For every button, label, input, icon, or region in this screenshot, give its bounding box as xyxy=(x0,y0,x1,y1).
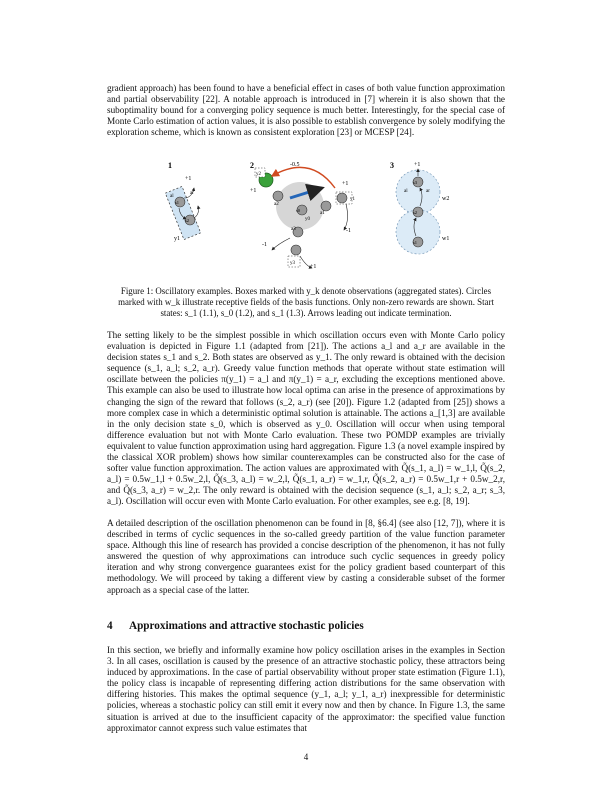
paragraph-section4: In this section, we briefly and informally examine how policy oscillation arises in the examples in Section 3. In all cases, oscillation is caused by the presence of an attractive stochastic policy, these attractors being induced by approximations. In the case of partial observability without proper state estimation (Figure 1.1), the policy class is incapable of representing differing action distributions for the same observation with differing histories. This makes the optimal sequence (y_1, a_l; y_1, a_r) inexpressible for deterministic policies, whereas a stochastic policy can still emit it every now and then by chance. In Figure 1.3, the same situation is arrived at due to the insufficient capacity of the approximator: the specified value function approximator cannot express such value estimates that xyxy=(107,645,505,733)
state-a1 xyxy=(321,201,331,211)
obs-y1-label: y1 xyxy=(174,236,180,242)
obs-y1-label: y1 xyxy=(350,197,355,202)
page-number: 4 xyxy=(303,752,309,762)
ar-label: ar xyxy=(426,189,430,194)
a3-label: a3 xyxy=(291,227,296,232)
reward-p1-bottom: +1 xyxy=(310,264,317,270)
state-s2-label: s2 xyxy=(185,218,190,223)
arrow-left-down xyxy=(272,238,290,250)
arrow-term xyxy=(194,206,199,218)
w2-label: w2 xyxy=(442,196,450,202)
act-l-label: al xyxy=(170,194,174,199)
s1-label: s1 xyxy=(413,240,418,245)
w1-label: w1 xyxy=(442,236,450,242)
reward-plus1: +1 xyxy=(414,162,421,168)
a2-label: a2 xyxy=(274,202,279,207)
figure-1 xyxy=(150,158,470,278)
state-right xyxy=(337,193,347,203)
arrow-right-down xyxy=(344,204,348,230)
act-r-label: ar xyxy=(190,191,194,196)
state-s1-label: s1 xyxy=(175,200,180,205)
obs-y0-label: y0 xyxy=(305,217,310,222)
paragraph-setting: The setting likely to be the simplest possible in which oscillation occurs even with Monte Carlo policy evaluation is depicted in Figure 1.1 (adapted from [21]). The actions a_l and a_r are available in the decision states s_1 and s_2. Both states are observed as y_1. The only reward is obtained with the decision sequence (s_1, a_l; s_2, a_r). Greedy value function methods that operate without state estimation will oscillate between the policies π(y_1) = a_l and π(y_1) = a_r, excluding the exceptions mentioned above. This example can also be used to illustrate how local optima can arise in the presence of approximations by changing the sign of the reward that follows (s_2, a_r) (see [20]). Figure 1.2 (adapted from [25]) shows a more complex case in which a deterministic optimal solution is attainable. The actions a_[1,3] are available in the only decision state s_0, which is observed as y_0. Oscillation will occur when using temporal difference evaluation but not with Monte Carlo evaluation. These two POMDP examples are trivially equivalent to value function approximation using hard aggregation. Figure 1.3 (a novel example inspired by the classical XOR problem) shows how similar counterexamples can be constructed also for the case of softer value function approximation. The action values are approximated with Q̃(s_1, a_l) = w_1,l, Q̃(s_2, a_l) = 0.5w_1,l + 0.5w_2,l, Q̃(s_3, a_l) = w_2,l, Q̃(s_1, a_r) = w_1,r, Q̃(s_2, a_r) = 0.5w_1,r + 0.5w_2,r, and Q̃(s_3, a_r) = w_2,r. The only reward is obtained with the decision sequence (s_1, a_l; s_2, a_r; s_3, a_l). Oscillation will occur even with Monte Carlo evaluation. For other examples, see e.g. [8, 19]. xyxy=(107,330,505,507)
reward-plus1: +1 xyxy=(185,176,192,182)
obs-y2-label: y2 xyxy=(256,172,261,177)
al-label: al xyxy=(404,189,408,194)
reward-m05: -0.5 xyxy=(290,162,300,168)
panel-2-label: 2 xyxy=(250,161,254,170)
state-bottom xyxy=(291,245,301,255)
paragraph-detailed: A detailed description of the oscillation phenomenon can be found in [8, §6.4] (see also [12, 7]), where it is described in terms of cyclic sequences in the so-called greedy partition of the value function parameter space. Although this line of research has provided a concise description of the phenomenon, it has not fully answered the question of why approximations can introduce such cyclic sequences in greedy policy iteration and why strong convergence guarantees exist for the policy gradient based counterpart of this methodology. We will proceed by taking a different view by casting a considerable subset of the former approach as a special case of the latter. xyxy=(107,518,505,595)
s0-label: s0 xyxy=(296,208,301,213)
obs-y3-label: y3 xyxy=(290,261,295,266)
s2-label: s2 xyxy=(413,210,418,215)
state-a2 xyxy=(273,191,283,201)
panel-3 xyxy=(390,161,449,254)
reward-p1-left: +1 xyxy=(250,188,257,194)
reward-m1-right: -1 xyxy=(346,228,351,234)
section-title: Approximations and attractive stochastic policies xyxy=(129,620,364,632)
figure-1-svg xyxy=(150,158,470,278)
figure-caption: Figure 1: Oscillatory examples. Boxes marked with y_k denote observations (aggregated states). Circles marked with w_k illustrate receptive fields of the basis functions. Only non-zero rewards are shown. Start states: s_1 (1.1), s_0 (1.2), and s_1 (1.3). Arrows leading out indicate termination. xyxy=(118,286,494,318)
reward-m1-left: -1 xyxy=(262,242,267,248)
panel-1-label: 1 xyxy=(168,161,172,170)
panel-3-label: 3 xyxy=(390,161,394,170)
paragraph-intro: gradient approach) has been found to have a beneficial effect in cases of both value function approximation and partial observability [22]. A notable approach is introduced in [7] wherein it is also shown that the suboptimality bound for a converging policy sequence is much better. Interestingly, for the special case of Monte Carlo estimation of action values, it is also possible to establish convergence by solely modifying the exploration scheme, which is known as consistent exploration [23] or MCESP [24]. xyxy=(107,83,505,138)
a1-label: a1 xyxy=(320,211,325,216)
s3-label: s3 xyxy=(413,180,418,185)
panel-2 xyxy=(250,161,356,270)
section-number: 4 xyxy=(107,620,113,632)
panel-1 xyxy=(165,161,200,242)
section-heading xyxy=(107,620,364,632)
reward-p1-right: +1 xyxy=(342,181,349,187)
